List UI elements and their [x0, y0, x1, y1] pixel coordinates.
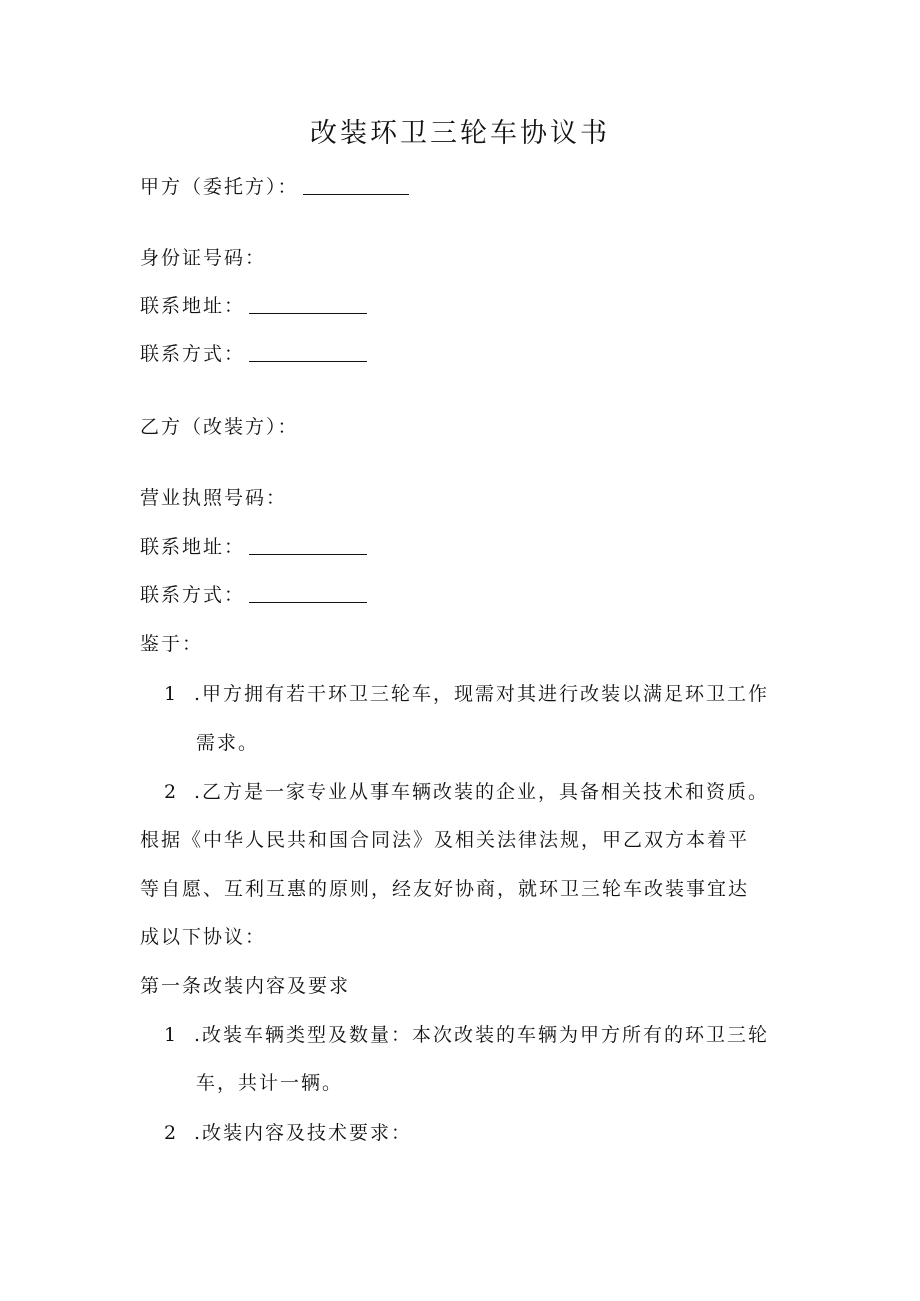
party-a-id-label: 身份证号码：: [140, 247, 267, 269]
preamble-line-2: 等自愿、互利互惠的原则，经友好协商，就环卫三轮车改装事宜达: [140, 878, 750, 900]
whereas-item-1: [164, 680, 769, 708]
article-1-item-2: [164, 1119, 412, 1147]
party-a-blank: [303, 174, 409, 195]
party-b-address-blank: [249, 534, 367, 555]
party-a-address-blank: [249, 293, 367, 314]
whereas-item-1-number: 1: [164, 683, 179, 705]
party-a-contact-label: 联系方式：: [140, 343, 246, 365]
whereas-heading: 鉴于：: [140, 633, 204, 655]
party-b-contact-label: 联系方式：: [140, 584, 246, 606]
party-a-line: [140, 173, 409, 201]
article-1-item-1-number: 1: [164, 1024, 179, 1046]
article-1-item-1: [164, 1021, 769, 1049]
whereas-item-2-text: .乙方是一家专业从事车辆改装的企业，具备相关技术和资质。: [194, 781, 770, 803]
party-b-license-label: 营业执照号码：: [140, 487, 288, 509]
whereas-item-2-number: 2: [164, 781, 179, 803]
party-b-contact-blank: [249, 582, 367, 603]
article-1-item-1-text: .改装车辆类型及数量：本次改装的车辆为甲方所有的环卫三轮: [194, 1024, 770, 1046]
party-a-label: 甲方（委托方）：: [140, 176, 299, 198]
preamble-line-1: 根据《中华人民共和国合同法》及相关法律法规，甲乙双方本着平: [140, 829, 750, 851]
party-b-address-line: [140, 533, 367, 561]
article-1-item-2-text: .改装内容及技术要求：: [194, 1122, 413, 1144]
party-b-label: 乙方（改装方）：: [140, 416, 299, 438]
article-1-item-2-number: 2: [164, 1122, 179, 1144]
party-a-contact-line: [140, 340, 367, 368]
whereas-item-1-text: .甲方拥有若干环卫三轮车，现需对其进行改装以满足环卫工作: [194, 683, 770, 705]
document-title: 改装环卫三轮车协议书: [310, 118, 610, 149]
party-b-contact-line: [140, 581, 367, 609]
party-b-address-label: 联系地址：: [140, 536, 246, 558]
party-a-contact-blank: [249, 341, 367, 362]
article-1-item-1-continuation: 车，共计一辆。: [196, 1072, 344, 1094]
article-1-heading: 第一条改装内容及要求: [140, 975, 351, 997]
whereas-item-2: [164, 778, 769, 806]
party-a-address-label: 联系地址：: [140, 295, 246, 317]
party-a-address-line: [140, 292, 367, 320]
whereas-item-1-continuation: 需求。: [196, 732, 260, 754]
preamble-line-3: 成以下协议：: [140, 926, 267, 948]
